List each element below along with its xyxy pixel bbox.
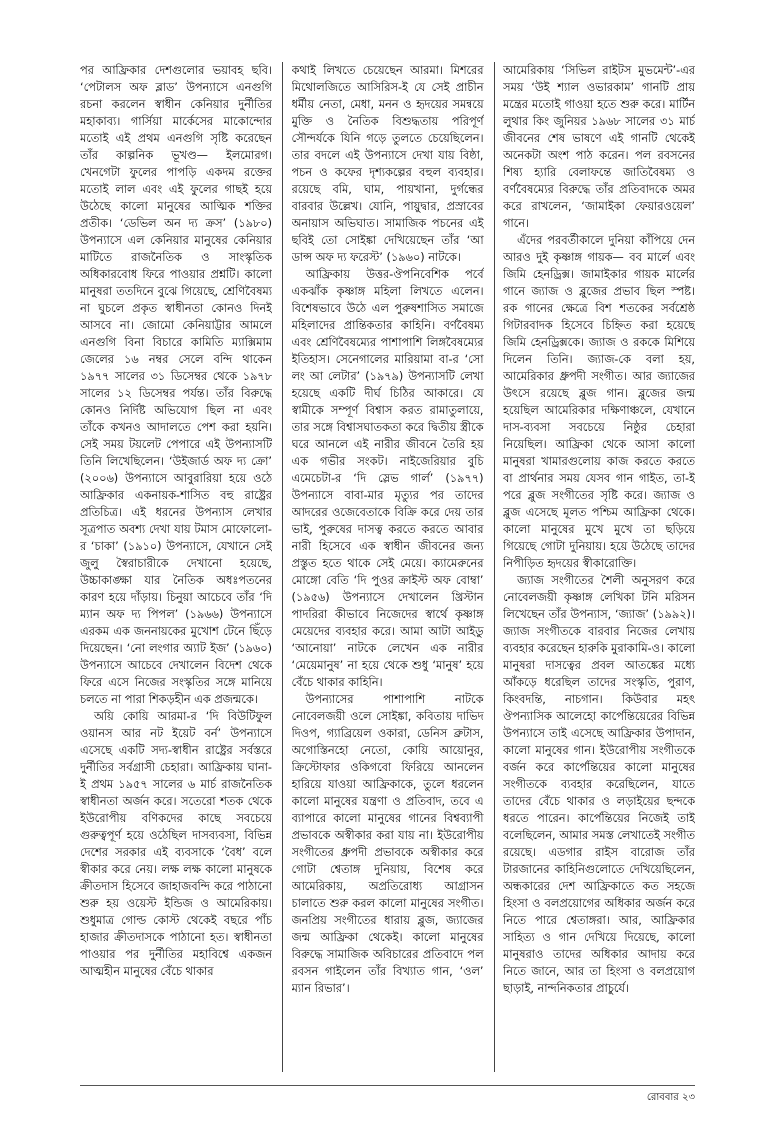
- paragraph: আমেরিকায় ‘সিভিল রাইটস মুভমেন্ট’-এর সময় ‘উই শ্যাল ওভারকাম’ গানটি প্রায় মন্ত্রের মতোই গাওয়া হতে শুরু করে। মার্টিন লুথার কিং জুনিয়র ১৯৬৮ সালের ৩১ মার্চ জীবনের শেষ ভাষণে এই গানটি থেকেই অনেকটা অংশ পাঠ করেন। পল রবসনের শিষ্য হ্যারি বেলাফন্তে জাতিবৈষম্য ও বর্ণবৈষম্যের বিরুদ্ধে তাঁর প্রতিবাদকে অমর করে রাখলেন, ‘জামাইকা ফেয়ারওয়েল’ গানে।: [503, 64, 695, 230]
- page-folio: রোববার ২৩: [646, 1092, 695, 1103]
- article-column-2: [292, 62, 484, 1072]
- column-divider: [282, 62, 283, 1072]
- paragraph: উপন্যাসের পাশাপাশি নাটকে নোবেলজয়ী ওলে সোইঙ্কা, কবিতায় দাভিদ দিওপ, গ্যাব্রিয়েল ওকারা, ডেনিস ব্রুটাস, অগোস্তিনহো নেতো, কোয়ি আয়োনুর, ক্রিস্টোফার ওকিগবো ফিরিয়ে আনলেন হারিয়ে যাওয়া আফ্রিকাকে, তুলে ধরলেন কালো মানুষের যন্ত্রণা ও প্রতিবাদ, তবে এ ব্যাপারে কালো মানুষের গানের বিশ্বব্যাপী প্রভাবকে অস্বীকার করা যায় না। ইউরোপীয় সংগীতের ধ্রুপদী প্রভাবকে অস্বীকার করে গোটা শ্বেতাঙ্গ দুনিয়ায়, বিশেষ করে আমেরিকায়, অপ্রতিরোধ্য আগ্রাসন চালাতে শুরু করল কালো মানুষের সংগীত। জনপ্রিয় সংগীতের ধারায় ব্লুজ, জ্যাজের জন্ম আফ্রিকা থেকেই। কালো মানুষের বিরুদ্ধে সামাজিক অবিচারের প্রতিবাদে পল রবসন গাইলেন তাঁর বিখ্যাত গান, ‘ওল’ ম্যান রিভার’।: [291, 693, 484, 995]
- article-column-3: [503, 62, 695, 1072]
- paragraph: কথাই লিখতে চেয়েছেন আরমা। মিশরের মিথোলজিতে আসিরিস-ই যে সেই প্রাচীন ধর্মীয় নেতা, মেধা, মনন ও হৃদয়ের সমন্বয়ে মুক্তি ও নৈতিক বিশুদ্ধতায় পরিপূর্ণ সৌন্দর্যকে যিনি গড়ে তুলতে চেয়েছিলেন। তার বদলে এই উপন্যাসে দেখা যায় বিষ্ঠা, পচন ও কফের দৃশ্যকল্পের বহুল ব্যবহার। রয়েছে বমি, ঘাম, পায়খানা, দুর্গন্ধের বারবার উল্লেখ। যোনি, পায়ুদ্বার, প্রস্রাবের অনায়াস অভিঘাত। সামাজিক পচনের এই ছবিই তো সোইঙ্কা দেখিয়েছেন তাঁর ‘আ ডান্স অফ দ্য ফরেস্ট’ (১৯৬০) নাটকে।: [291, 64, 484, 264]
- paragraph: আফ্রিকায় উত্তর-ঔপনিবেশিক পর্বে একঝাঁক কৃষ্ণাঙ্গ মহিলা লিখতে এলেন। বিশেষভাবে উঠে এল পুরুষশাসিত সমাজে মহিলাদের প্রান্তিকতার কাহিনি। বর্ণবৈষম্য এবং শ্রেণিবৈষম্যের পাশাপাশি লিঙ্গবৈষম্যের ইতিহাস। সেনেগালের মারিয়ামা বা-র ‘সো লং আ লেটার’ (১৯৭৯) উপন্যাসটি লেখা হয়েছে একটি দীর্ঘ চিঠির আকারে। যে স্বামীকে সম্পূর্ণ বিশ্বাস করত রামাতুলায়ে, তার সঙ্গে বিশ্বাসঘাতকতা করে দ্বিতীয় স্ত্রীকে ঘরে আনলে এই নারীর জীবনে তৈরি হয় এক গভীর সংকট। নাইজেরিয়ার বুচি এমেচেটা-র ‘দি স্লেভ গার্ল’ (১৯৭৭) উপন্যাসে বাবা-মার মৃত্যুর পর তাদের আদরের ওজেবেতাকে বিক্রি করে দেয় তার ভাই, পুরুষের দাসত্ব করতে করতে আবার নারী হিসেবে এক স্বাধীন জীবনের জন্য প্রস্তুত হতে থাকে সেই মেয়ে। ক্যামেরুনের মোঙ্গো বেতি ‘দি পুওর ক্রাইস্ট অফ বোম্বা’ (১৯৫৬) উপন্যাসে দেখালেন খ্রিস্টান পাদরিরা কীভাবে নিজেদের স্বার্থে কৃষ্ণাঙ্গ মেয়েদের ব্যবহার করে। আমা আটা আইডু ‘আনোয়া’ নাটকে লেখেন এক নারীর ‘মেয়েমানুষ’ না হয়ে থেকে শুধু ‘মানুষ’ হয়ে বেঁচে থাকার কাহিনি।: [291, 268, 484, 689]
- footer-rule: [80, 1085, 695, 1086]
- paragraph: এঁদের পরবর্তীকালে দুনিয়া কাঁপিয়ে দেন আরও দুই কৃষ্ণাঙ্গ গায়ক— বব মার্লে এবং জিমি হেনড্রিক্স। জামাইকার গায়ক মার্লের গানে জ্যাজ ও ব্লুজের প্রভাব ছিল স্পষ্ট। রক গানের ক্ষেত্রে বিশ শতকের সর্বশ্রেষ্ঠ গিটারবাদক হিসেবে চিহ্নিত করা হয়েছে জিমি হেনড্রিক্সকে। জ্যাজ ও রককে মিশিয়ে দিলেন তিনি। জ্যাজ-কে বলা হয়, আমেরিকার ধ্রুপদী সংগীত। আর জ্যাজের উৎসে রয়েছে ব্লুজ গান। ব্লুজের জন্ম হয়েছিল আমেরিকার দক্ষিণাঞ্চলে, যেখানে দাস-ব্যবসা সবচেয়ে নিষ্ঠুর চেহারা নিয়েছিল। আফ্রিকা থেকে আসা কালো মানুষরা খামারগুলোয় কাজ করতে করতে বা প্রার্থনার সময় যেসব গান গাইত, তা-ই পরে ব্লুজ সংগীতের সৃষ্টি করে। জ্যাজ ও ব্লুজ এসেছে মূলত পশ্চিম আফ্রিকা থেকে। কালো মানুষের মুখে মুখে তা ছড়িয়ে গিয়েছে গোটা দুনিয়ায়। হয়ে উঠেছে তাদের নিপীড়িত হৃদয়ের স্বীকারোক্তি।: [503, 234, 695, 570]
- article-body: [80, 62, 695, 1072]
- article-column-1: [80, 62, 272, 1072]
- paragraph: জ্যাজ সংগীতের শৈলী অনুসরণ করে নোবেলজয়ী কৃষ্ণাঙ্গ লেখিকা টনি মরিসন লিখেছেন তাঁর উপন্যাস, ‘জ্যাজ’ (১৯৯২)। জ্যাজ সংগীতকে বারবার নিজের লেখায় ব্যবহার করেছেন হারুকি মুরাকামি-ও। কালো মানুষরা দাসত্বের প্রবল আতঙ্কের মধ্যে আঁকড়ে ধরেছিল তাদের সংস্কৃতি, পুরাণ, কিংবদন্তি, নাচগান। কিউবার মহৎ ঔপন্যাসিক আলেহো কার্পেন্তিয়েরের বিভিন্ন উপন্যাসে তাই এসেছে আফ্রিকার উপাদান, কালো মানুষের গান। ইউরোপীয় সংগীতকে বর্জন করে কার্পেন্তিয়ের কালো মানুষের সংগীতকে ব্যবহার করেছিলেন, যাতে তাদের বেঁচে থাকার ও লড়াইয়ের ছন্দকে ধরতে পারেন। কার্পেন্তিয়ের নিজেই তাই বলেছিলেন, আমার সমস্ত লেখাতেই সংগীত রয়েছে। এডগার রাইস বারোজ তাঁর টারজানের কাহিনিগুলোতে দেখিয়েছিলেন, অন্ধকারের দেশ আফ্রিকাতে কত সহজে হিংসা ও বলপ্রয়োগের অধিকার অর্জন করে নিতে পারে শ্বেতাঙ্গরা। আর, আফ্রিকার সাহিত্য ও গান দেখিয়ে দিয়েছে, কালো মানুষরাও তাদের অধিকার আদায় করে নিতে জানে, আর তা হিংসা ও বলপ্রয়োগ ছাড়াই, নান্দনিকতার প্রাচুর্যে।: [503, 574, 695, 995]
- paragraph: পর আফ্রিকার দেশগুলোর ভয়াবহ ছবি। ‘পেটালস অফ ব্লাড’ উপন্যাসে এনগুগি রচনা করলেন স্বাধীন কেনিয়ার দুর্নীতির মহাকাব্য। গার্সিয়া মার্কেসের মাকোন্দোর মতোই এই প্রথম এনগুগি সৃষ্টি করেছেন তাঁর কাল্পনিক ভূখণ্ড— ইলমোরগ। খেনগেটা ফুলের পাপড়ি একদম রক্তের মতোই লাল এবং এই ফুলের গাছই হয়ে উঠেছে কালো মানুষের আত্মিক শক্তির প্রতীক। ‘ডেভিল অন দ্য ক্রস’ (১৯৮০) উপন্যাসে এল কেনিয়ার মানুষের কেনিয়ার মাটিতে রাজনৈতিক ও সাংস্কৃতিক অধিকারবোধ ফিরে পাওয়ার প্রশ্নটি। কালো মানুষরা ততদিনে বুঝে গিয়েছে, শ্রেণিবৈষম্য না ঘুচলে প্রকৃত স্বাধীনতা কোনও দিনই আসবে না। জোমো কেনিয়াট্টার আমলে এনগুগি বিনা বিচারে কামিতি ম্যাক্সিমাম জেলের ১৬ নম্বর সেলে বন্দি থাকেন ১৯৭৭ সালের ৩১ ডিসেম্বর থেকে ১৯৭৮ সালের ১২ ডিসেম্বর পর্যন্ত। তাঁর বিরুদ্ধে কোনও নির্দিষ্ট অভিযোগ ছিল না এবং তাঁকে কখনও আদালতে পেশ করা হয়নি। সেই সময় টয়লেট পেপারে এই উপন্যাসটি তিনি লিখেছিলেন। ‘উইজার্ড অফ দ্য ক্রো’ (২০০৬) উপন্যাসে আবুরারিয়া হয়ে ওঠে আফ্রিকার একনায়ক-শাসিত বহু রাষ্ট্রের প্রতিচিত্র। এই ধরনের উপন্যাস লেখার সূত্রপাত অবশ্য দেখা যায় টমাস মোফোলো-র ‘চাকা’ (১৯১০) উপন্যাসে, যেখানে সেই জুলু স্বৈরাচারীকে দেখানো হয়েছে, উচ্চাকাঙ্ক্ষা যার নৈতিক অধঃপতনের কারণ হয়ে দাঁড়ায়। চিনুয়া আচেবে তাঁর ‘দি ম্যান অফ দ্য পিপল’ (১৯৬৬) উপন্যাসে এরকম এক জননায়কের মুখোশ টেনে ছিঁড়ে দিয়েছেন। ‘নো লংগার অ্যাট ইজ’ (১৯৬০) উপন্যাসে আচেবে দেখালেন বিদেশ থেকে ফিরে এসে নিজের সংস্কৃতির সঙ্গে মানিয়ে চলতে না পারা শিকড়হীন এক প্রজন্মকে।: [80, 64, 272, 706]
- column-divider: [494, 62, 495, 1072]
- paragraph: অয়ি কোয়ি আরমা-র ‘দি বিউটিফুল ওয়ানস আর নট ইয়েট বর্ন’ উপন্যাসে এসেছে একটি সদ্য-স্বাধীন রাষ্ট্রের সর্বস্তরে দুর্নীতির সর্বগ্রাসী চেহারা। আফ্রিকায় ঘানা-ই প্রথম ১৯৫৭ সালের ৬ মার্চ রাজনৈতিক স্বাধীনতা অর্জন করে। সতেরো শতক থেকে ইউরোপীয় বণিকদের কাছে সবচেয়ে গুরুত্বপূর্ণ হয়ে ওঠেছিল দাসব্যবসা, বিভিন্ন দেশের সরকার এই ব্যবসাকে ‘বৈধ’ বলে স্বীকার করে নেয়। লক্ষ লক্ষ কালো মানুষকে ক্রীতদাস হিসেবে জাহাজবন্দি করে পাঠানো শুরু হয় ওয়েস্ট ইন্ডিজ ও আমেরিকায়। শুধুমাত্র গোল্ড কোস্ট থেকেই বছরে পাঁচ হাজার ক্রীতদাসকে পাঠানো হত। স্বাধীনতা পাওয়ার পর দুর্নীতির মহাবিশ্বে একজন আত্মহীন মানুষের বেঁচে থাকার: [80, 710, 272, 978]
